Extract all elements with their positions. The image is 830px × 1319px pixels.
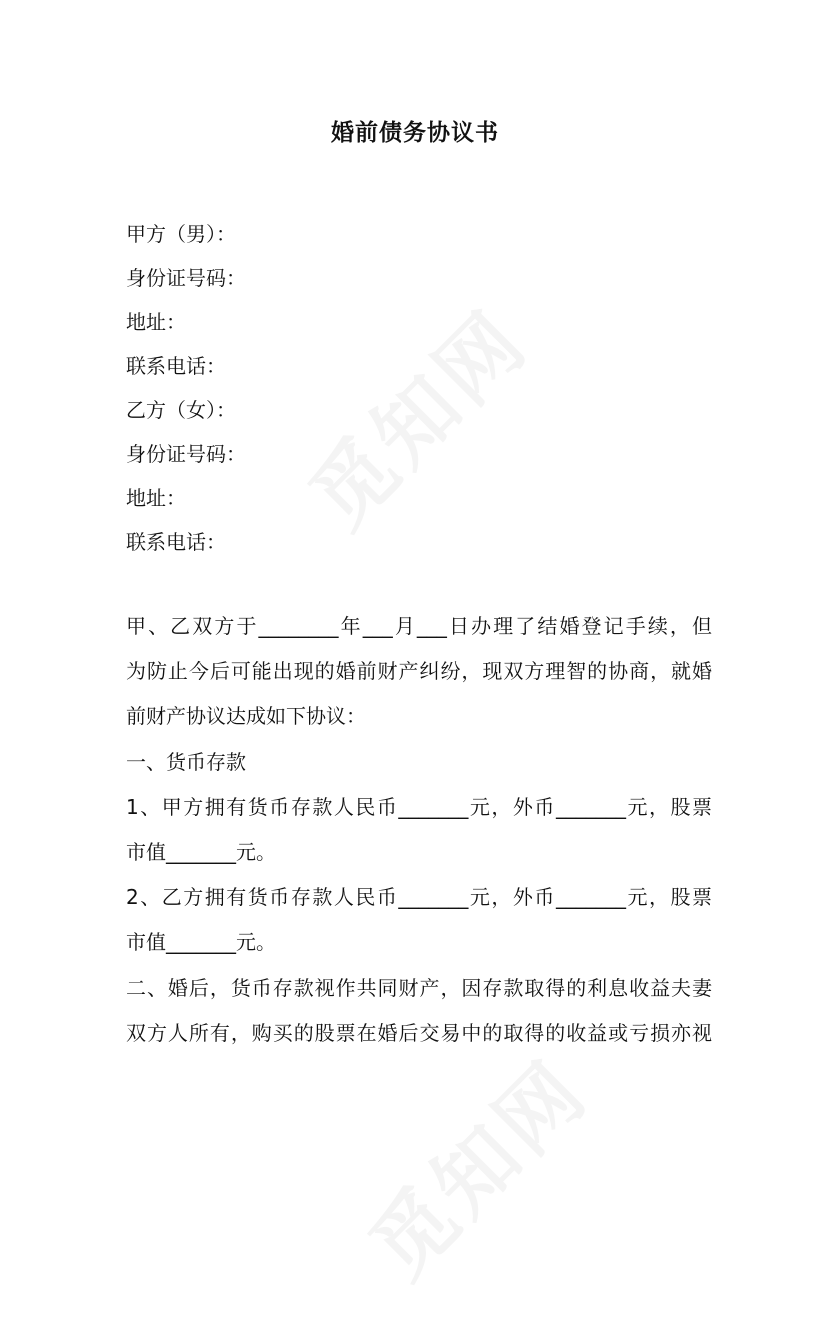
party-a-id-label: 身份证号码： (126, 266, 246, 290)
party-a-label: 甲方（男）： (126, 222, 236, 246)
body-line: 市值_______元。 (126, 839, 276, 864)
party-a-phone-label: 联系电话： (126, 354, 226, 378)
body-line: 1、甲方拥有货币存款人民币_______元，外币_______元，股票 (126, 794, 712, 819)
watermark-bottom (332, 1022, 629, 1319)
party-info (126, 214, 726, 566)
party-b-phone-label: 联系电话： (126, 530, 226, 554)
party-b-label: 乙方（女）： (126, 398, 236, 422)
body-line: 2、乙方拥有货币存款人民币_______元，外币_______元，股票 (126, 885, 712, 910)
party-b-id-label: 身份证号码： (126, 442, 246, 466)
agreement-body (126, 604, 712, 1056)
body-line: 为防止今后可能出现的婚前财产纠纷，现双方理智的协商，就婚 (126, 659, 712, 684)
body-line: 市值_______元。 (126, 930, 276, 955)
body-line: 前财产协议达成如下协议： (126, 704, 366, 729)
party-a-address-label: 地址： (126, 310, 186, 334)
body-line: 甲、乙双方于________年___月___日办理了结婚登记手续，但 (126, 614, 712, 638)
body-line: 双方人所有，购买的股票在婚后交易中的取得的收益或亏损亦视 (126, 1020, 712, 1045)
document-title: 婚前债务协议书 (331, 120, 499, 146)
party-b-address-label: 地址： (126, 486, 186, 510)
body-line: 二、婚后，货币存款视作共同财产，因存款取得的利息收益夫妻 (126, 975, 712, 1000)
section-heading: 一、货币存款 (126, 749, 246, 774)
